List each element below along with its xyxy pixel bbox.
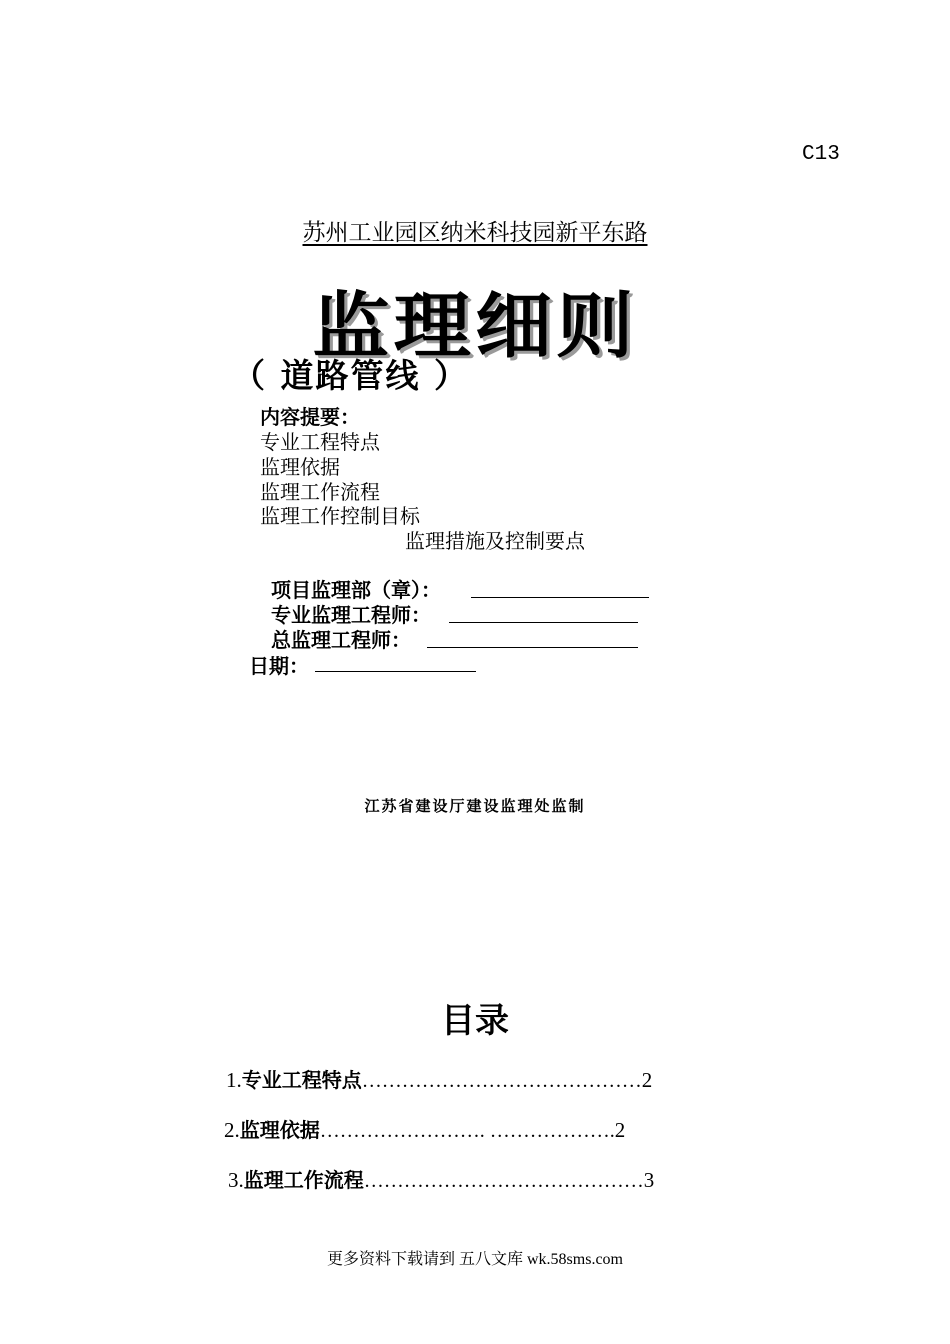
toc-entry[interactable] [228,1164,654,1193]
date-blank[interactable] [315,671,476,672]
main-title: 监理细则 [312,284,638,368]
toc-entry-page: 2 [641,1068,653,1092]
summary-heading: 内容提要： [260,405,360,429]
toc-entry-number: 3. [228,1168,244,1192]
project-name: 苏州工业园区纳米科技园新平东路 [302,220,648,246]
toc-entry-number: 2. [224,1118,240,1142]
toc-entry[interactable] [226,1064,652,1093]
document-code: C13 [802,143,840,166]
toc-entry[interactable] [224,1114,625,1143]
toc-entry-label: 专业工程特点 [241,1068,362,1092]
summary-item: 监理工作流程 [260,480,380,504]
toc-leader-dots: ……………………. ………………. [319,1120,615,1142]
summary-item: 专业工程特点 [260,430,380,454]
summary-item: 监理依据 [260,455,340,479]
footer-note: 更多资料下载请到 五八文库 wk.58sms.com [326,1251,623,1268]
summary-item: 监理工作控制目标 [260,504,420,528]
sub-title: （ 道路管线 ） [232,356,469,395]
project-dept-label: 项目监理部（章）： [271,578,441,602]
toc-leader-dots: …………………………………… [363,1170,644,1192]
toc-entry-number: 1. [226,1068,242,1092]
specialty-engineer-blank[interactable] [449,622,638,623]
toc-entry-label: 监理依据 [239,1118,320,1142]
toc-title: 目录 [441,1001,509,1041]
toc-leader-dots: …………………………………… [361,1070,642,1092]
project-dept-blank[interactable] [471,597,649,598]
chief-engineer-blank[interactable] [427,647,638,648]
toc-entry-label: 监理工作流程 [243,1168,364,1192]
chief-engineer-label: 总监理工程师： [271,628,411,652]
issuer-line: 江苏省建设厅建设监理处监制 [364,797,586,815]
toc-entry-page: 2 [614,1118,626,1142]
specialty-engineer-label: 专业监理工程师： [271,603,431,627]
date-label: 日期： [249,654,309,678]
summary-item: 监理措施及控制要点 [405,529,585,553]
toc-entry-page: 3 [643,1168,655,1192]
